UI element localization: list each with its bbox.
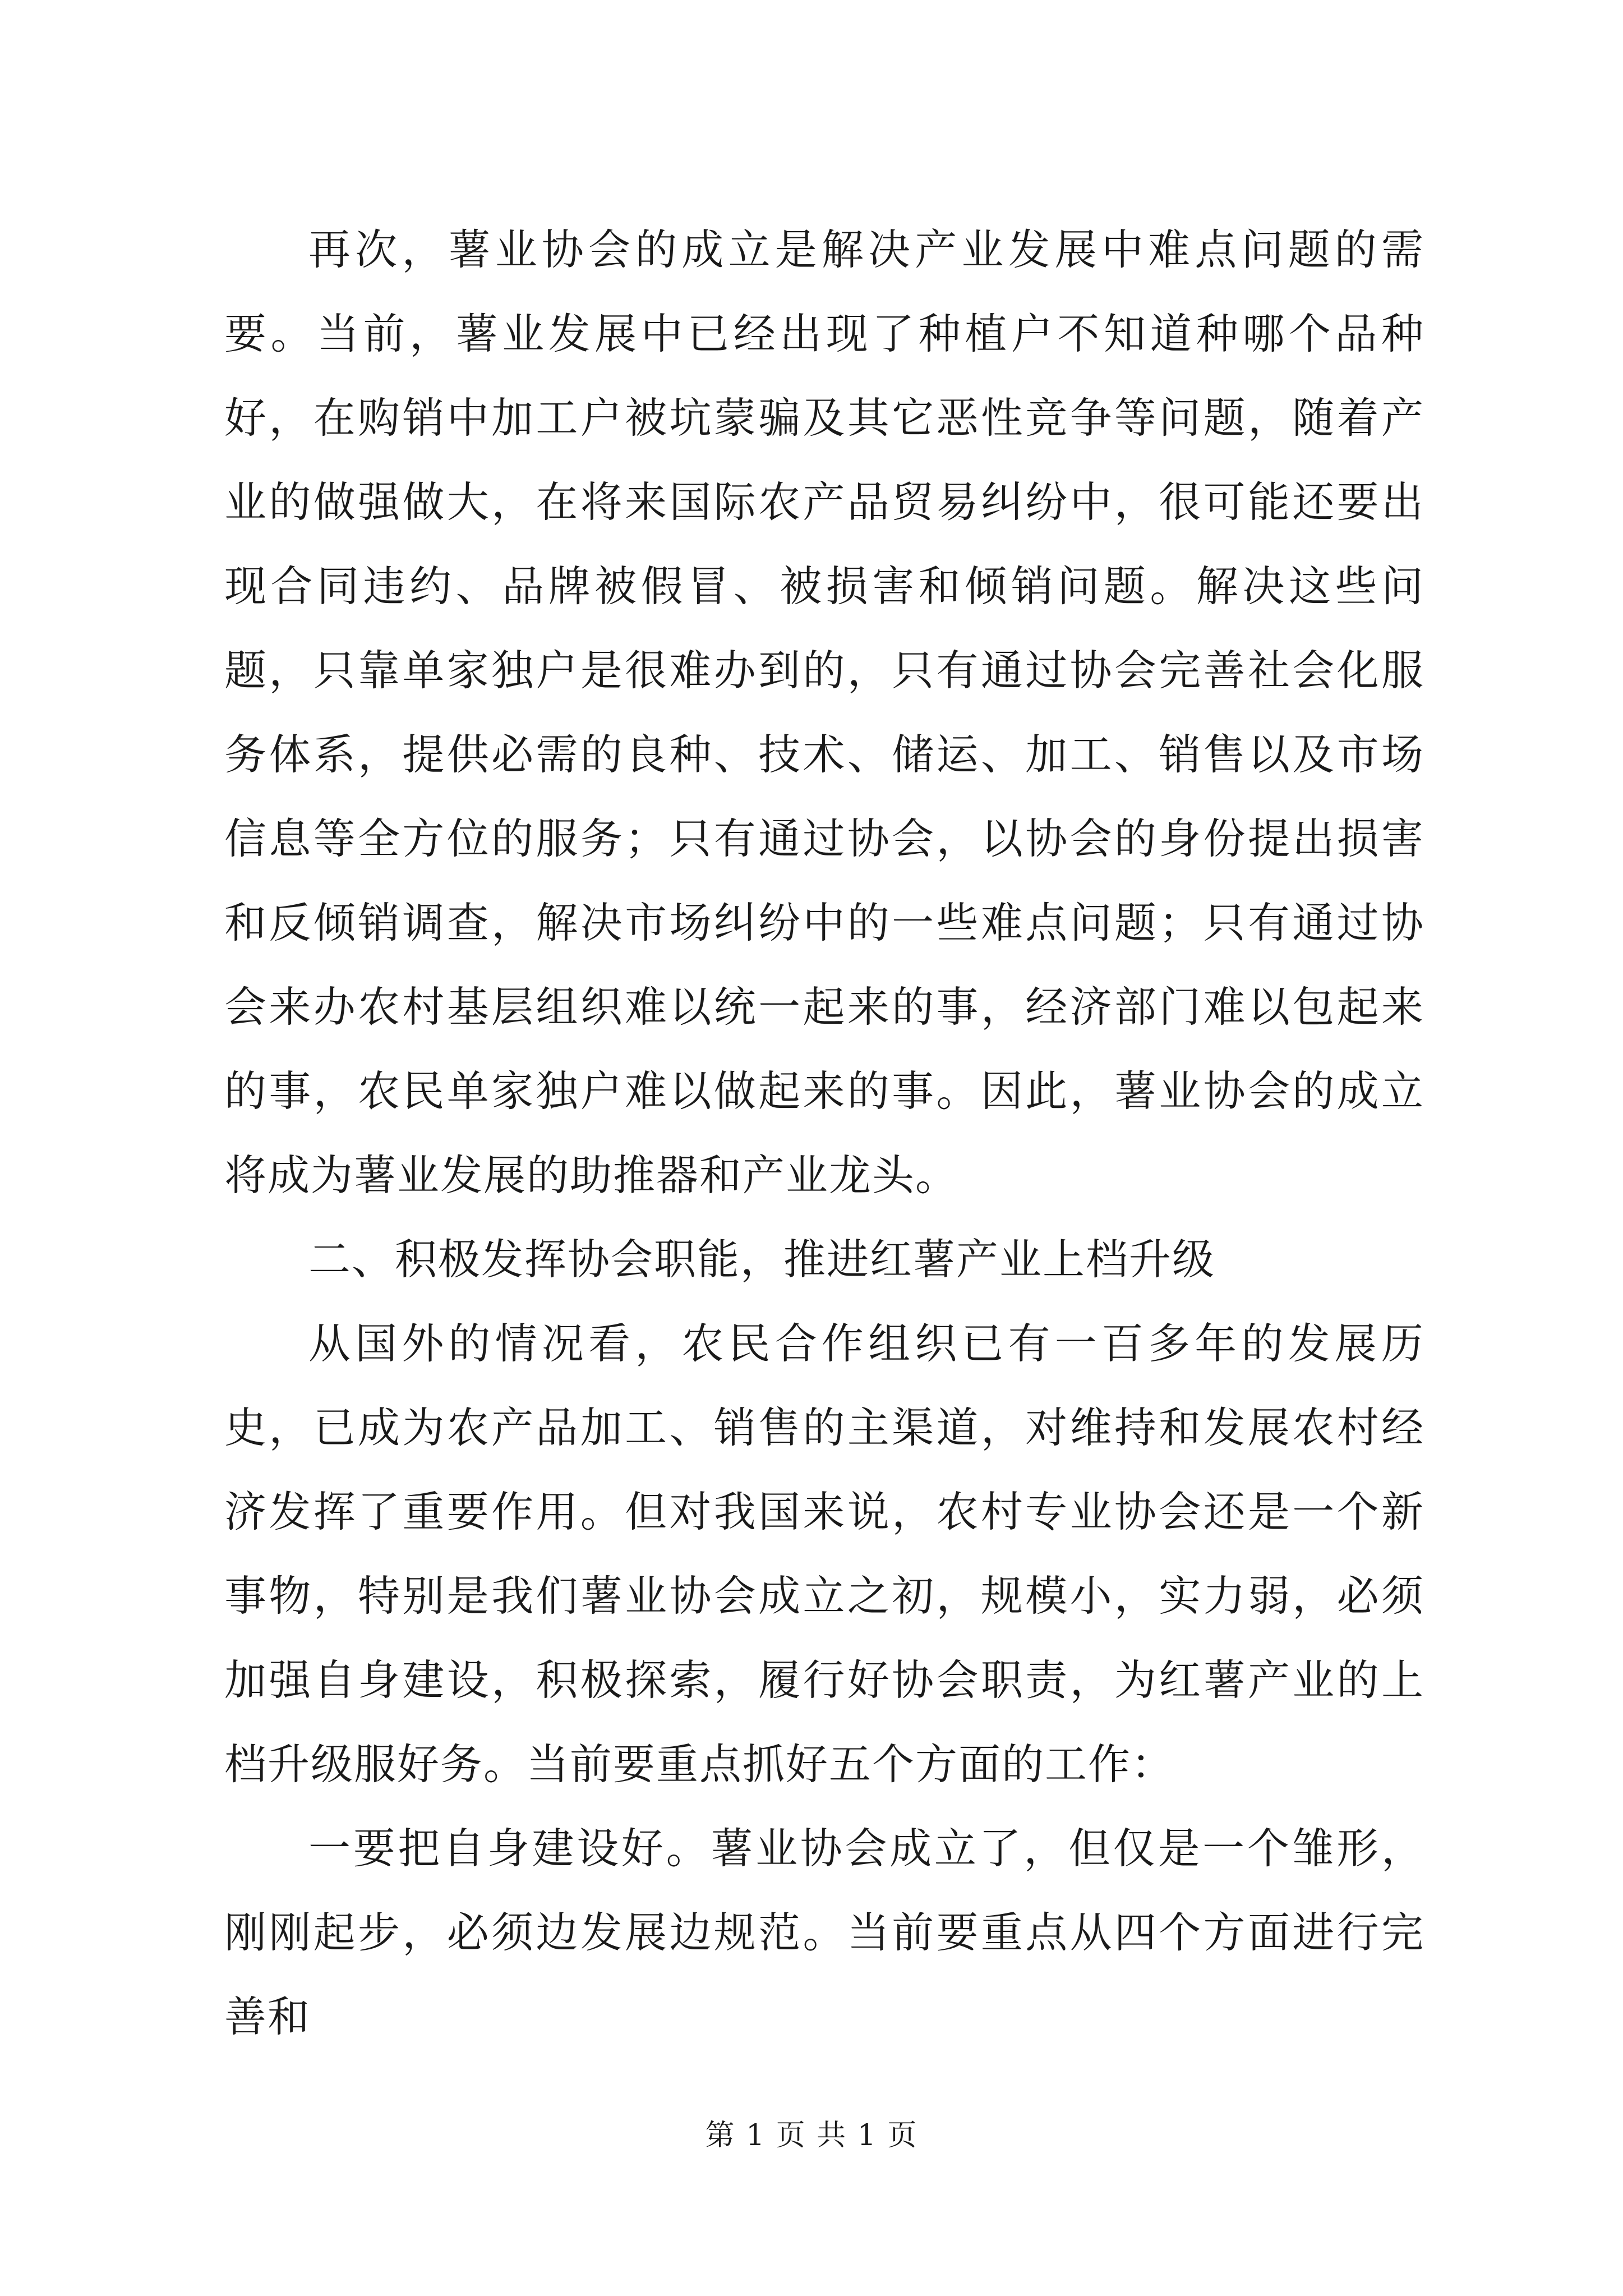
body-text	[224, 208, 1424, 2059]
section-heading-two: 二、积极发挥协会职能，推进红薯产业上档升级	[308, 1235, 1216, 1284]
page-footer: 第 1 页 共 1 页	[705, 2119, 918, 2152]
paragraph-foreign-experience: 从国外的情况看，农民合作组织已有一百多年的发展历史，已成为农产品加工、销售的主渠道，对维持和发展农村经济发挥了重要作用。但对我国来说，农村专业协会还是一个新事物，特别是我们薯业协会成立之初，规模小，实力弱，必须加强自身建设，积极探索，履行好协会职责，为红薯产业的上档升级服好务。当前要重点抓好五个方面的工作：	[224, 1319, 1424, 1789]
paragraph-self-construction: 一要把自身建设好。薯业协会成立了，但仅是一个雏形，刚刚起步，必须边发展边规范。当前要重点从四个方面进行完善和	[224, 1824, 1424, 2041]
paragraph-difficulty-issues: 再次，薯业协会的成立是解决产业发展中难点问题的需要。当前，薯业发展中已经出现了种植户不知道种哪个品种好，在购销中加工户被坑蒙骗及其它恶性竞争等问题，随着产业的做强做大，在将来国际农产品贸易纠纷中，很可能还要出现合同违约、品牌被假冒、被损害和倾销问题。解决这些问题，只靠单家独户是很难办到的，只有通过协会完善社会化服务体系，提供必需的良种、技术、储运、加工、销售以及市场信息等全方位的服务；只有通过协会，以协会的身份提出损害和反倾销调查，解决市场纠纷中的一些难点问题；只有通过协会来办农村基层组织难以统一起来的事，经济部门难以包起来的事，农民单家独户难以做起来的事。因此，薯业协会的成立将成为薯业发展的助推器和产业龙头。	[224, 225, 1424, 1200]
